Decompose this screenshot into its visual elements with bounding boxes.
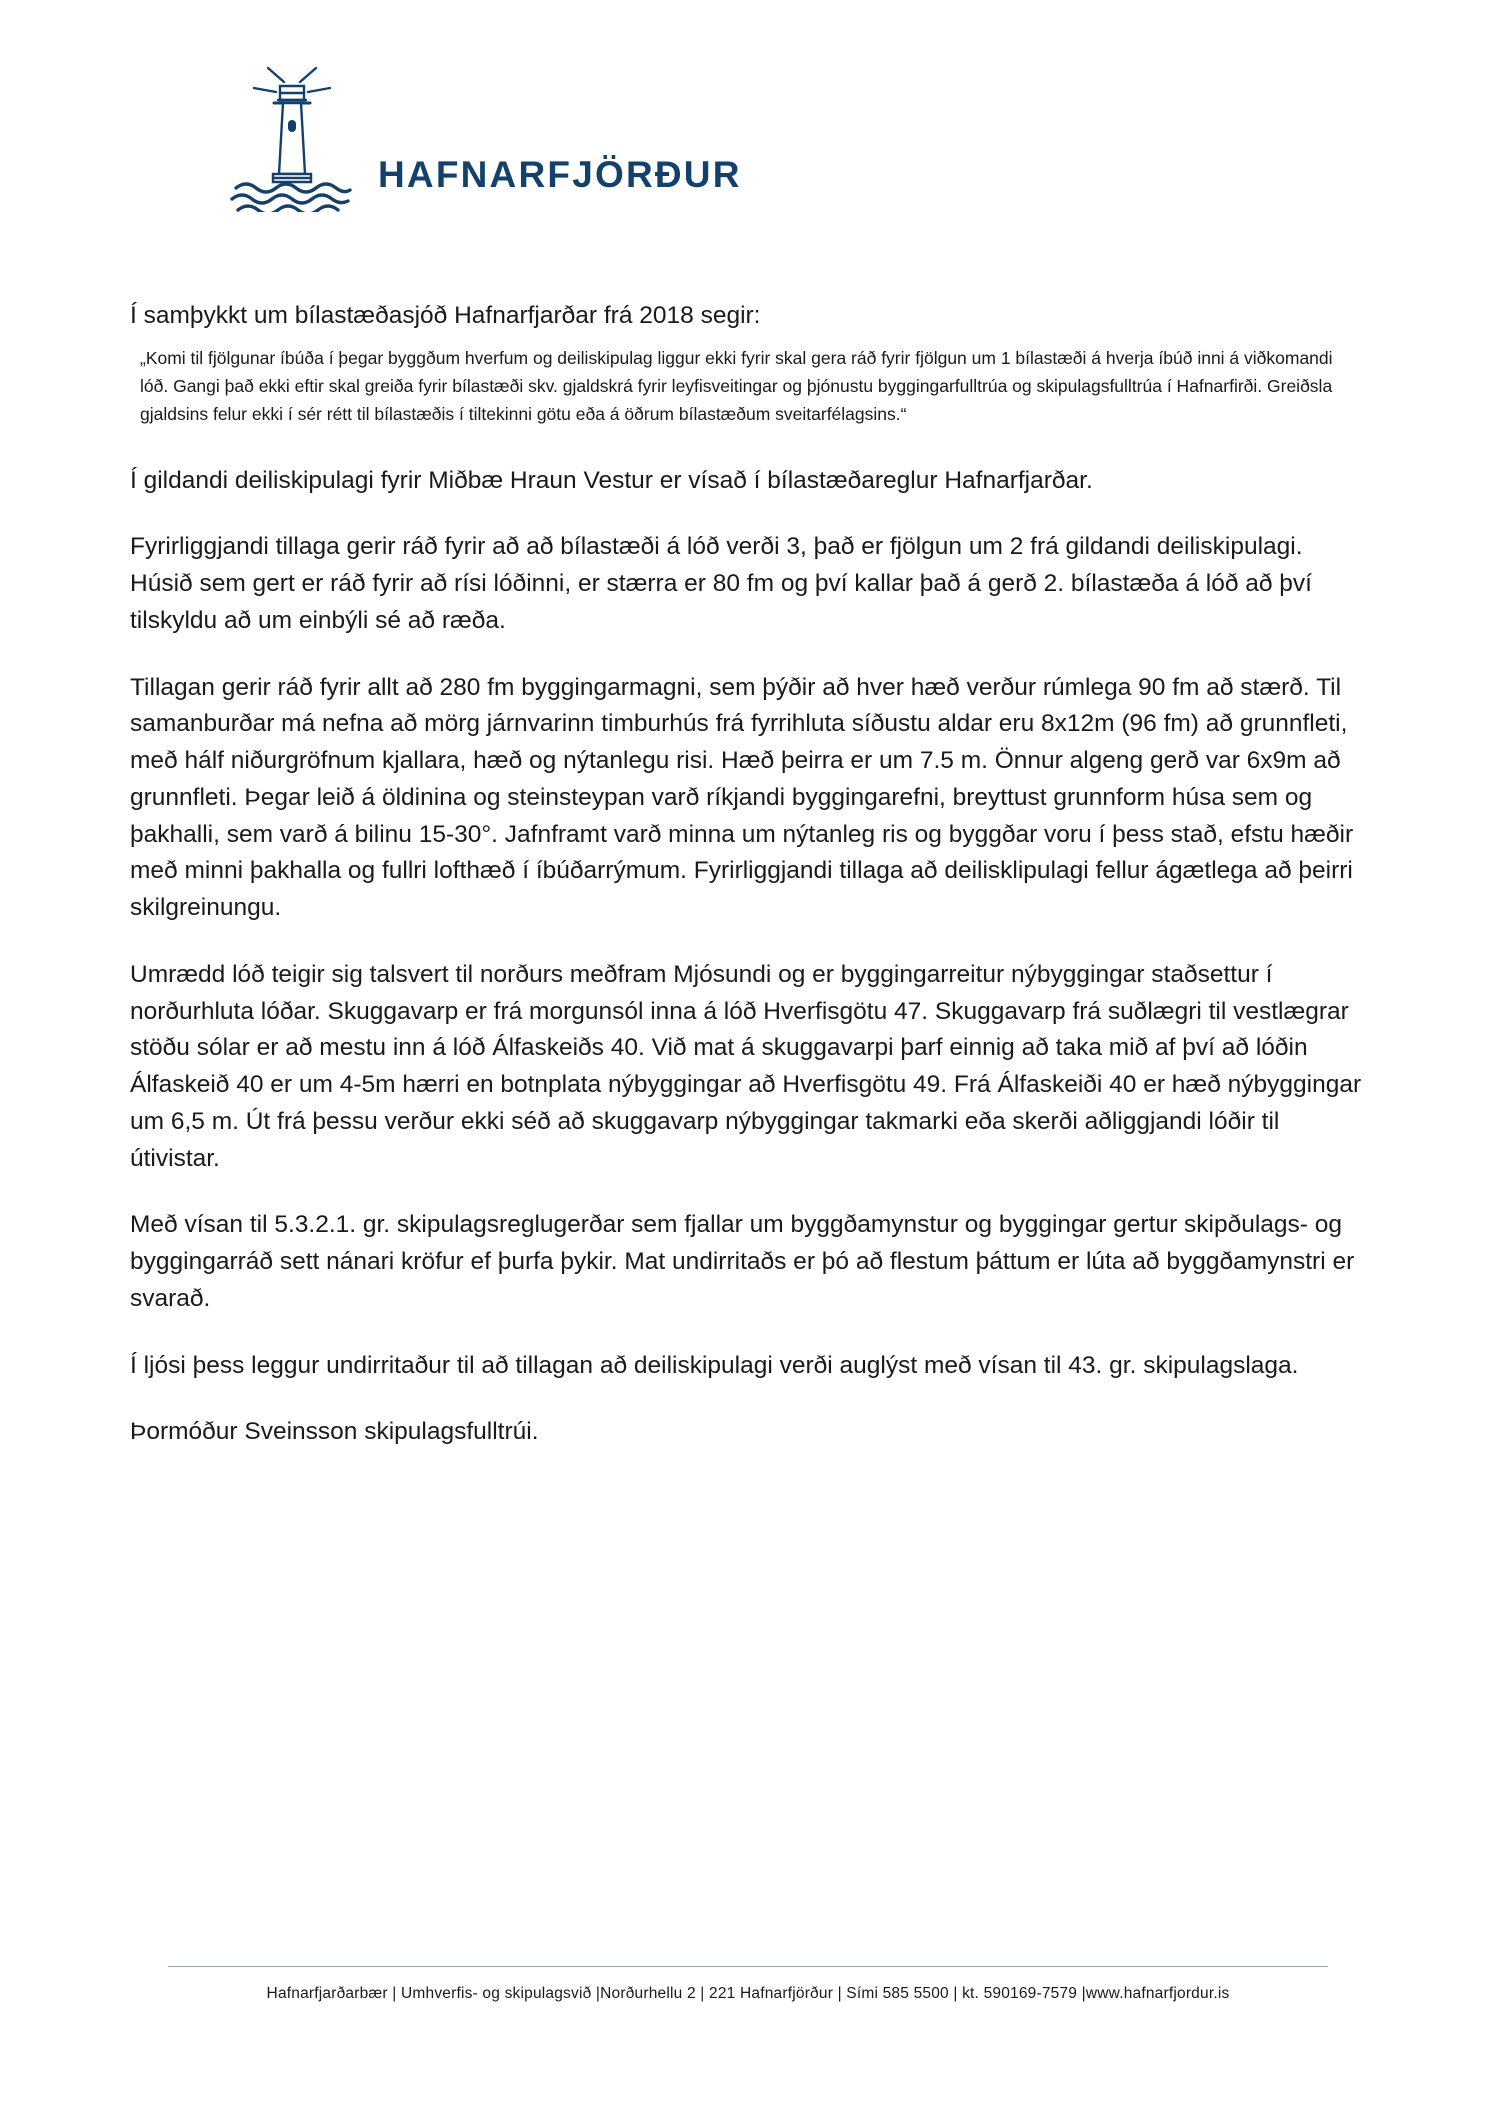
intro-line: Í samþykkt um bílastæðasjóð Hafnarfjarðar frá 2018 segir: <box>130 302 761 329</box>
paragraph-2: Fyrirliggjandi tillaga gerir ráð fyrir að að bílastæði á lóð verði 3, það er fjölgun um 2 frá gildandi deiliskipulagi. Húsið sem gert er ráð fyrir að rísi lóðinni, er stærra er 80 fm og því kallar það á gerð 2. bílastæða á lóð að því tilskyldu að um einbýli sé að ræða. <box>130 533 1312 634</box>
lighthouse-logo-icon <box>228 62 356 212</box>
quoted-regulation: „Komi til fjölgunar íbúða í þegar byggðum hverfum og deiliskipulag liggur ekki fyrir skal gera ráð fyrir fjölgun um 1 bílastæði á hverja íbúð inni á viðkomandi lóð. Gangi það ekki eftir skal greiða fyrir bílastæði skv. gjaldskrá fyrir leyfisveitingar og þjónustu byggingarfulltrúa og skipulagsfulltrúa í Hafnarfirði. Greiðsla gjaldsins felur ekki í sér rétt til bílastæðis í tiltekinni götu eða á öðrum bílastæðum sveitarfélagsins.“ <box>140 347 1333 425</box>
logo-wordmark: HAFNARFJÖRÐUR <box>378 154 742 195</box>
paragraph-5: Með vísan til 5.3.2.1. gr. skipulagsreglugerðar sem fjallar um byggðamynstur og byggingar gertur skipðulags- og byggingarráð sett nánari kröfur ef þurfa þykir. Mat undirritaðs er þó að flestum þáttum er lúta að byggðamynstri er svarað. <box>130 1211 1355 1312</box>
paragraph-6: Í ljósi þess leggur undirritaður til að tillagan að deiliskipulagi verði auglýst með vísan til 43. gr. skipulagslaga. <box>130 1351 1299 1379</box>
signature-line: Þormóður Sveinsson skipulagsfulltrúi. <box>130 1418 539 1446</box>
footer-contact-info: Hafnarfjarðarbær | Umhverfis- og skipulagsvið |Norðurhellu 2 | 221 Hafnarfjörður | Sími 585 5500 | kt. 590169-7579 |www.hafnarfjordur.is <box>266 1985 1230 2002</box>
paragraph-4: Umrædd lóð teigir sig talsvert til norðurs meðfram Mjósundi og er byggingarreitur nýbyggingar staðsettur í norðurhluta lóðar. Skuggavarp er frá morgunsól inna á lóð Hverfisgötu 47. Skuggavarp frá suðlægri til vestlægrar stöðu sólar er að mestu inn á lóð Álfaskeiðs 40. Við mat á skuggavarpi þarf einnig að taka mið af því að lóðin Álfaskeið 40 er um 4-5m hærri en botnplata nýbyggingar að Hverfisgötu 49. Frá Álfaskeiði 40 er hæð nýbyggingar um 6,5 m. Út frá þessu verður ekki séð að skuggavarp nýbyggingar takmarki eða skerði aðliggjandi lóðir til útivistar. <box>130 960 1362 1172</box>
logo-block <box>228 62 742 212</box>
document-content <box>130 298 1370 1481</box>
footer-divider <box>168 1966 1328 1967</box>
paragraph-1: Í gildandi deiliskipulagi fyrir Miðbæ Hraun Vestur er vísað í bílastæðareglur Hafnarfjarðar. <box>130 466 1093 494</box>
paragraph-3: Tillagan gerir ráð fyrir allt að 280 fm byggingarmagni, sem þýðir að hver hæð verður rúmlega 90 fm að stærð. Til samanburðar má nefna að mörg járnvarinn timburhús frá fyrrihluta síðustu aldar eru 8x12m (96 fm) að grunnfleti, með hálf niðurgröfnum kjallara, hæð og nýtanlegu risi. Hæð þeirra er um 7.5 m. Önnur algeng gerð var 6x9m að grunnfleti. Þegar leið á öldinina og steinsteypan varð ríkjandi byggingarefni, breyttust grunnform húsa sem og þakhalli, sem varð á bilinu 15-30°. Jafnframt varð minna um nýtanleg ris og byggðar voru í þess stað, efstu hæðir með minni þakhalla og fullri lofthæð í íbúðarrýmum. Fyrirliggjandi tillaga að deilisklipulagi fellur ágætlega að þeirri skilgreinungu. <box>130 673 1354 922</box>
